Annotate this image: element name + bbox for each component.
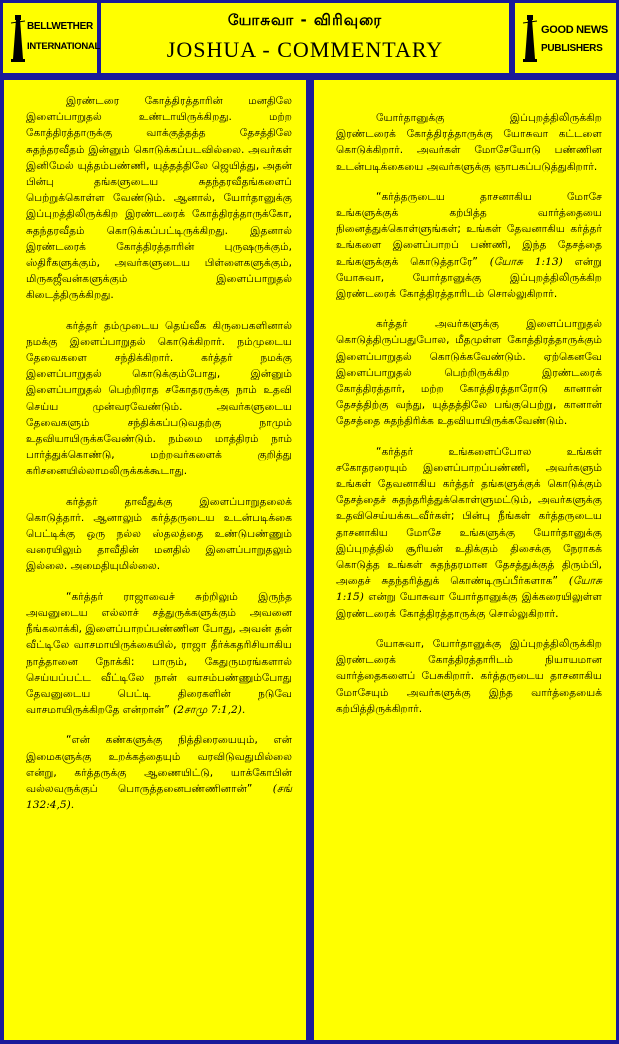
lighthouse-icon [9, 13, 27, 63]
bellwether-line1: BELLWETHER [27, 21, 93, 32]
paragraph [26, 318, 292, 480]
paragraph-text: கர்த்தர் தாவீதுக்கு இளைப்பாறுதலைக் கொடுத்தார். ஆனாலும் கர்த்தருடைய உடன்படிக்கை பெட்டிக்கு ஒரு நல்ல ஸ்தலத்தை உண்டுபண்ணும் வரையிலும் தாவீதின் மனதில் இளைப்பாறுதலும் இல்லை. அமைதியுமில்லை. [26, 495, 292, 573]
good-news-line1: GOOD NEWS [541, 24, 608, 36]
paragraph-text: என்று யோசுவா யோர்தானுக்கு இக்கரையிலுள்ள இரண்டரைக் கோத்திரத்தாருக்கு சொல்லுகிறார். [336, 591, 602, 620]
bellwether-logo [3, 3, 100, 73]
good-news-logo [515, 3, 616, 73]
paragraph-text: “என் கண்களுக்கு நித்திரையையும், என் இமைகளுக்கு உறக்கத்தையும் வரவிடுவதுமில்லை என்று, கர்த்தருக்கு ஆணையிட்டு, யாக்கோபின் வல்லவருக்குப் பொருத்தனைபண்ணினான்” [26, 734, 292, 795]
paragraph-text: “கர்த்தருடைய தாசனாகிய மோசே உங்களுக்குக் கற்பித்த வார்த்தையை நினைத்துக்கொள்ளுங்கள்; உங்கள் தேவனாகிய கர்த்தர் உங்களை இளைப்பாறப் பண்ணி, இந்த தேசத்தை உங்களுக்குக் கொடுத்தாரே” [336, 190, 602, 268]
paragraph-text: “கர்த்தர் ராஜாவைச் சுற்றிலும் இருந்த அவனுடைய எல்லாச் சத்துருக்களுக்கும் அவனை நீங்கலாக்கி, இளைப்பாறப்பண்ணின போது, அவன் தன் வீட்டிலே வாசமாயிருக்கையில், ராஜா தீர்க்கதரிசியாகிய நாத்தானை நோக்கி: பாரும், கேதுருமரங்களால் செய்யப்பட்ட வீட்டிலே நான் வாசம்பண்ணும்போது தேவனுடைய பெட்டி திரைகளின் நடுவே வாசமாயிருக்கிறதே என்றான்” [26, 590, 292, 717]
title-box [101, 3, 509, 73]
paragraph [26, 494, 292, 575]
left-column [4, 80, 306, 1040]
paragraph-text: இரண்டரை கோத்திரத்தாரின் மனதிலே இளைப்பாறுதல் உண்டாயிருக்கிறது. மற்ற கோத்திரத்தாருக்கு வாக்குத்தத்த தேசத்திலே சுதந்தரவீதம் இன்னும் கொடுக்கப்படவில்லை. அவர்கள் இனிமேல் யுத்தம்பண்ணி, யுத்தத்திலே ஜெயித்து, அதன் பின்பு தங்களுடைய சுதந்தரவீதங்களைப் பெற்றுக்கொள்ள வேண்டும். ஆனால், யோர்தானுக்கு இப்புறத்திலிருக்கிற இரண்டரைக் கோத்திரத்தாருக்கோ, சுதந்தரவீதம் கொடுக்கப்பட்டிருக்கிறது. இதனால் இரண்டரைக் கோத்திரத்தாரின் புருஷருக்கும், ஸ்திரீகளுக்கும், அவர்களுடைய பிள்ளைகளுக்கும், மிருகஜீவன்களுக்கும் இளைப்பாறுதல் கிடைத்திருக்கிறது. [26, 95, 292, 302]
paragraph [26, 93, 292, 304]
right-column [314, 80, 616, 1040]
header-bar [0, 0, 619, 76]
lighthouse-icon [521, 13, 539, 63]
title-tamil: யோசுவா - விரிவுரை [227, 11, 383, 29]
paragraph-text: என்று யோசுவா, யோர்தானுக்கு இப்புறத்திலிருக்கிற இரண்டரைக் கோத்திரத்தாரிடம் சொல்லுகிறார். [336, 255, 602, 301]
paragraph [336, 316, 602, 429]
paragraph-text: “கர்த்தர் உங்களைப்போல உங்கள் சகோதரரையும் இளைப்பாறப்பண்ணி, அவர்களும் உங்கள் தேவனாகிய கர்த்தர் தங்களுக்குக் கொடுக்கும் தேசத்தைச் சுதந்தரித்துக்கொள்ளுமட்டும், அவர்களுக்கு உதவிசெய்யக்கடவீர்கள்; பின்பு நீங்கள் கர்த்தருடைய தாசனாகிய மோசே உங்களுக்கு யோர்தானுக்கு இப்புறத்தில் சூரியன் உதிக்கும் திசைக்கு நேராகக் கொடுத்த உங்கள் சுதந்தரமான தேசத்துக்குத் திரும்பி, அதைச் சுதந்தரித்துக் கொண்டிருப்பீர்களாக” [336, 445, 602, 588]
paragraph [336, 189, 602, 302]
paragraph [26, 589, 292, 719]
paragraph-text: கர்த்தர் தம்முடைய தெய்வீக கிருபைகளினால் நமக்கு இளைப்பாறுதல் கொடுக்கிறார். நம்முடைய தேவைகளை சந்திக்கிறார். கர்த்தர் நமக்கு இளைப்பாறுதல் கொடுக்கும்போது, இன்னும் இளைப்பாறுதல் பெற்றிராத சகோதரருக்கு நாம் உதவி செய்ய முன்வரவேண்டும். அவர்களுடைய தேவைகளும் சந்திக்கப்படுவதற்கு நாமும் உதவியாயிருக்கவேண்டும். நம்மை மாத்திரம் நாம் பார்த்துக்கொண்டு, மற்றவர்களைக் குறித்து கரிசனையில்லாமலிருக்கக்கூடாது. [26, 319, 292, 478]
good-news-line2: PUBLISHERS [541, 43, 603, 54]
bellwether-line2: INTERNATIONAL [27, 41, 100, 52]
paragraph-text: யோசுவா, யோர்தானுக்கு இப்புறத்திலிருக்கிற இரண்டரைக் கோத்திரத்தாரிடம் நியாயமான வார்த்தைகளைப் பேசுகிறார். கர்த்தருடைய தாசனாகிய மோசேயும் அவர்களுக்கு இந்த வார்த்தையைக் கற்பித்திருக்கிறார். [336, 637, 602, 715]
paragraph-text: கர்த்தர் அவர்களுக்கு இளைப்பாறுதல் கொடுத்திருப்பதுபோல, மீதமுள்ள கோத்திரத்தாருக்கும் இளைப்பாறுதல் கொடுக்கவேண்டும். ஏற்கெனவே இளைப்பாறுதல் பெற்றிருக்கிற இரண்டரைக் கோத்திரத்தார், மற்ற கோத்திரத்தாரோடு கானான் தேசத்திற்கு வந்து, யுத்தத்திலே பங்குபெற்று, கானான் தேசத்தை சுதந்திரிக்க உதவியாயிருக்கவேண்டும். [336, 318, 602, 428]
paragraph-text: யோர்தானுக்கு இப்புறத்திலிருக்கிற இரண்டரைக் கோத்திரத்தாருக்கு யோசுவா கட்டளை கொடுக்கிறார். அவர்கள் மோசேயோடு பண்ணின உடன்படிக்கையை அவர்களுக்கு ஞாபகப்படுத்துகிறார். [336, 112, 602, 173]
paragraph [336, 636, 602, 717]
title-english: JOSHUA - COMMENTARY [166, 37, 444, 62]
paragraph [336, 110, 602, 175]
scripture-reference: (2சாமு 7:1,2). [173, 704, 246, 717]
paragraph [336, 444, 602, 622]
scripture-reference: (யோசு 1:13) [489, 255, 563, 268]
scripture-reference: (சங் 132:4,5). [26, 782, 292, 812]
scripture-reference: (யோசு 1:15) [336, 575, 602, 604]
paragraph [26, 732, 292, 813]
